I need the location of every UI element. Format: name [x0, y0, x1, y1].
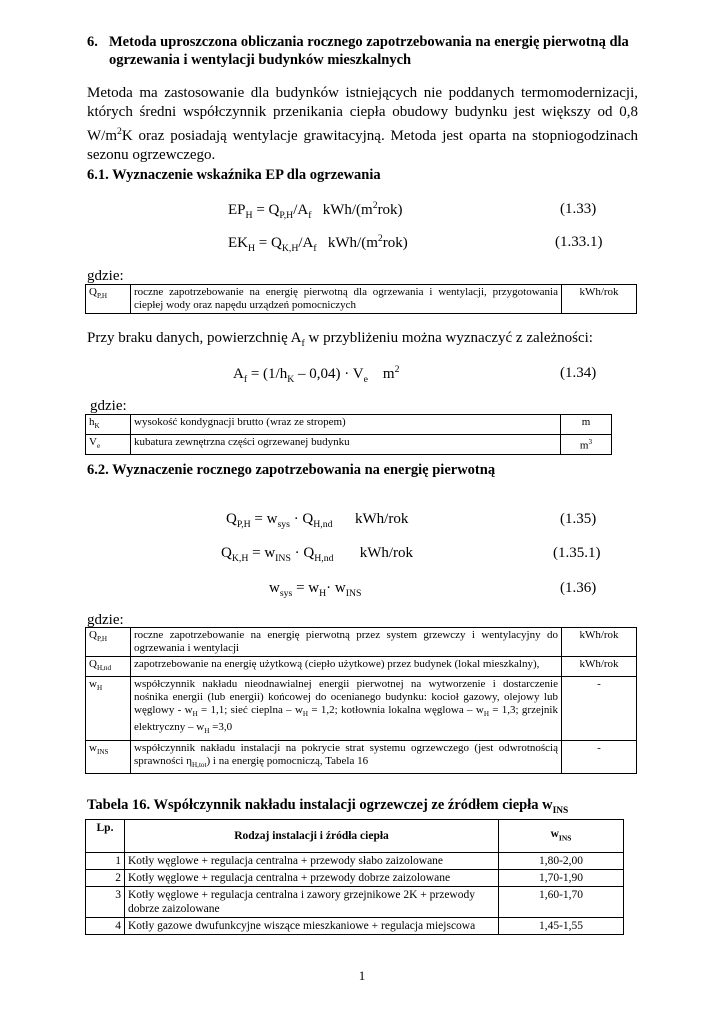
equation-ek: $EK_H = Q_{K,H}/A_f$ kWh/$(m^2rok)$	[228, 233, 408, 254]
equation-number: (1.33.1)	[555, 234, 603, 250]
symbol-cell: $w_H$	[86, 677, 131, 740]
unit-cell: -	[562, 677, 637, 740]
equation-ep: $EP_H = Q_{P,H}/A_f$ kWh/$(m^2rok)$	[228, 200, 403, 221]
equation-number: (1.33)	[560, 201, 597, 217]
section-heading	[87, 33, 647, 69]
unit-cell: kWh/rok	[562, 285, 637, 314]
rodzaj-cell: Kotły gazowe dwufunkcyjne wiszące mieszkaniowe + regulacja miejscowa	[125, 918, 499, 935]
table-row	[86, 918, 624, 935]
equation-number: (1.35)	[560, 511, 597, 527]
lp-cell: 3	[86, 887, 125, 918]
symbol-cell: $Q_{P,H}$	[86, 285, 131, 314]
lp-cell: 2	[86, 870, 125, 887]
wins-cell: 1,45-1,55	[499, 918, 624, 935]
description-cell: roczne zapotrzebowanie na energię pierwotną przez system grzewczy i wentylacyjny do ogrzewania i wentylacji	[131, 628, 562, 657]
table16	[85, 819, 624, 935]
symbol-cell: $Q_{P,H}$	[86, 628, 131, 657]
definition-table-1	[85, 284, 637, 314]
symbol-cell: $w_{INS}$	[86, 740, 131, 773]
unit-cell: -	[562, 740, 637, 773]
table-row	[86, 415, 612, 435]
wins-cell: 1,80-2,00	[499, 853, 624, 870]
section-number: 6.	[87, 34, 98, 50]
table-row	[86, 870, 624, 887]
equation-af: $A_f = (1/h_K - 0,04) \cdot V_e$ $m^2$	[233, 364, 400, 385]
description-cell: wysokość kondygnacji brutto (wraz ze stropem)	[131, 415, 561, 435]
wins-cell: 1,60-1,70	[499, 887, 624, 918]
unit-cell: kWh/rok	[562, 628, 637, 657]
header-lp: Lp.	[86, 820, 125, 853]
equation-number: (1.36)	[560, 580, 597, 596]
intro-paragraph: Metoda ma zastosowanie dla budynków istniejących nie poddanych termomodernizacji, których średni współczynnik przenikania ciepła obudowy budynku jest większy od 0,8 $W/m^2K$ oraz posiadają wentylacje grawitacyjną. Metoda jest oparta na stopniogodzinach sezonu ogrzewczego.	[87, 85, 638, 163]
rodzaj-cell: Kotły węglowe + regulacja centralna i zawory grzejnikowe 2K + przewody dobrze zaizolowane	[125, 887, 499, 918]
symbol-cell: $h_K$	[86, 415, 131, 435]
rodzaj-cell: Kotły węglowe + regulacja centralna + przewody dobrze zaizolowane	[125, 870, 499, 887]
definition-table-3	[85, 627, 637, 774]
header-rodzaj: Rodzaj instalacji i źródła ciepła	[125, 820, 499, 853]
header-wins: $w_{INS}$	[499, 820, 624, 853]
where-label: gdzie:	[87, 612, 124, 628]
symbol-cell: $Q_{H,nd}$	[86, 657, 131, 677]
table16-caption: Tabela 16. Współczynnik nakładu instalacji ogrzewczej ze źródłem ciepła $w_{INS}$	[87, 797, 569, 816]
table-row	[86, 740, 637, 773]
equation-number: (1.34)	[560, 365, 597, 381]
table-row	[86, 285, 637, 314]
rodzaj-cell: Kotły węglowe + regulacja centralna + przewody słabo zaizolowane	[125, 853, 499, 870]
subsection-61-title: 6.1. Wyznaczenie wskaźnika EP dla ogrzewania	[87, 167, 381, 183]
description-cell: roczne zapotrzebowanie na energię pierwotną dla ogrzewania i wentylacji, przygotowania ciepłej wody oraz napędu urządzeń pomocniczych	[131, 285, 562, 314]
description-cell: współczynnik nakładu nieodnawialnej energii pierwotnej na wytworzenie i dostarczenie nośnika energii (lub energii) końcowej do ocenianego budynku: kocioł gazowy, olejowy lub węglowy - $w_H = 1,1$; sieć cieplna – $w_H = 1,2$; kotłownia lokalna węglowa – $w_H = 1,3$; grzejnik elektryczny – $w_H =3,0$	[131, 677, 562, 740]
description-cell: zapotrzebowanie na energię użytkową (ciepło użytkowe) przez budynek (lokal mieszkalny),	[131, 657, 562, 677]
subsection-62-title: 6.2. Wyznaczenie rocznego zapotrzebowania na energię pierwotną	[87, 462, 496, 478]
unit-cell: kWh/rok	[562, 657, 637, 677]
unit-cell: m	[561, 415, 612, 435]
equation-qph: $Q_{P,H} = w_{sys} \cdot Q_{H,nd}$ kWh/rok	[226, 511, 409, 530]
section-title: Metoda uproszczona obliczania rocznego zapotrzebowania na energię pierwotną dla ogrzewania i wentylacji budynków mieszkalnych	[109, 34, 629, 68]
symbol-cell: $V_e$	[86, 435, 131, 455]
wins-cell: 1,70-1,90	[499, 870, 624, 887]
area-note: Przy braku danych, powierzchnię $A_f$ w przybliżeniu można wyznaczyć z zależności:	[87, 330, 593, 349]
definition-table-2	[85, 414, 612, 455]
table-row	[86, 628, 637, 657]
table-row	[86, 887, 624, 918]
table-row	[86, 853, 624, 870]
equation-number: (1.35.1)	[553, 545, 601, 561]
lp-cell: 1	[86, 853, 125, 870]
equation-qkh: $Q_{K,H} = w_{INS} \cdot Q_{H,nd}$ kWh/rok	[221, 545, 414, 564]
table-header-row	[86, 820, 624, 853]
lp-cell: 4	[86, 918, 125, 935]
page-number: 1	[358, 968, 366, 983]
where-label: gdzie:	[87, 268, 124, 284]
unit-cell: $m^3$	[561, 435, 612, 455]
description-cell: współczynnik nakładu instalacji na pokrycie strat systemu ogrzewczego (jest odwrotnością sprawności $\eta_{H,tot}$) i na energię pomocniczą, Tabela 16	[131, 740, 562, 773]
equation-wsys: $w_{sys} = w_H\cdot w_{INS}$	[269, 580, 362, 599]
where-label: gdzie:	[90, 398, 127, 414]
table-row	[86, 435, 612, 455]
description-cell: kubatura zewnętrzna części ogrzewanej budynku	[131, 435, 561, 455]
table-row	[86, 677, 637, 740]
table-row	[86, 657, 637, 677]
